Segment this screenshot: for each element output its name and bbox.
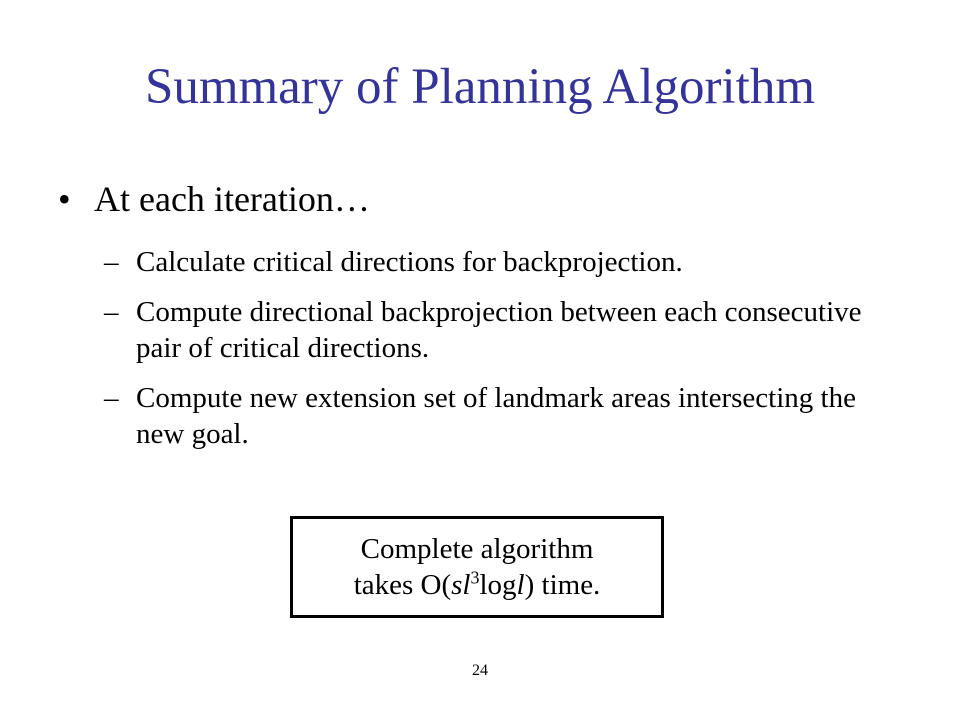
main-bullet — [58, 178, 370, 221]
log-text: log — [479, 569, 517, 601]
dash-marker: – — [104, 246, 119, 278]
complexity-callout-box — [290, 516, 664, 618]
sub-bullet-item — [104, 294, 864, 366]
callout-suffix: ) time. — [524, 569, 601, 601]
var-l: l — [462, 569, 471, 601]
callout-prefix: takes O( — [353, 569, 452, 601]
sub-bullet-list — [104, 244, 864, 466]
main-bullet-text: At each iteration… — [94, 179, 370, 219]
sub-bullet-text: Calculate critical directions for backprojection. — [136, 246, 683, 278]
dash-marker: – — [104, 382, 119, 414]
callout-line-1: Complete algorithm — [360, 533, 594, 565]
dash-marker: – — [104, 296, 119, 328]
sub-bullet-text: Compute new extension set of landmark areas intersecting the new goal. — [136, 382, 856, 450]
page-number: 24 — [472, 662, 488, 679]
slide-title: Summary of Planning Algorithm — [144, 59, 816, 115]
sub-bullet-text: Compute directional backprojection between each consecutive pair of critical directions. — [136, 296, 862, 364]
callout-line-2 — [293, 567, 661, 603]
var-s: s — [451, 569, 463, 601]
exponent: 3 — [470, 567, 480, 588]
bullet-marker: • — [58, 179, 71, 219]
sub-bullet-item — [104, 380, 864, 452]
sub-bullet-item — [104, 244, 864, 280]
var-l-2: l — [516, 569, 525, 601]
